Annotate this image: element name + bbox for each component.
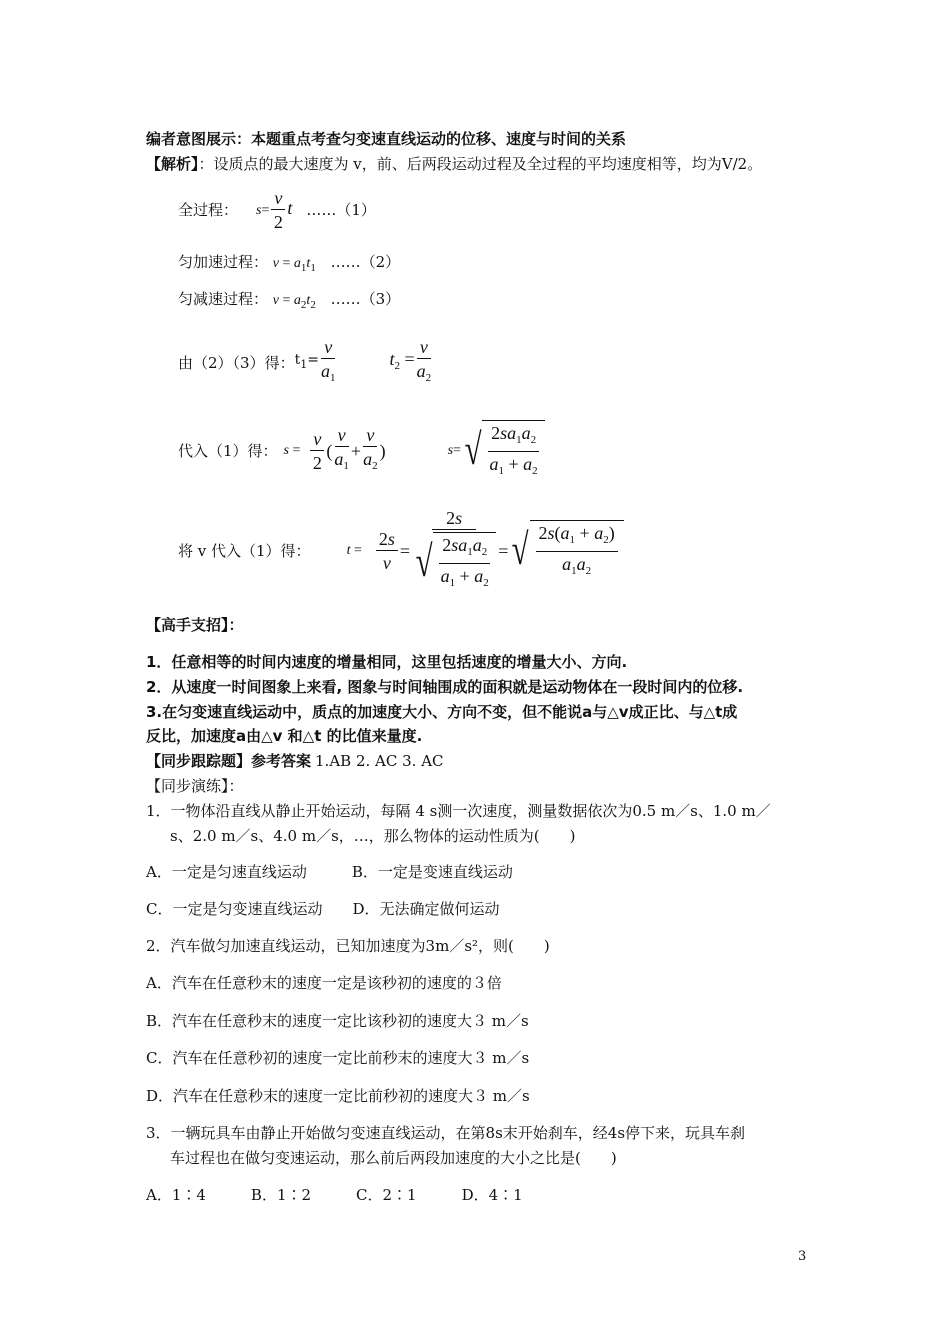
tip-item-3: 3.在匀变速直线运动中，质点的加速度大小、方向不变，但不能说a与△v成正比、与△t成 xyxy=(146,703,738,721)
equation-5: 代入（1）得： s = $\frac{v}{2}$ ( $\frac{v}{a_1}$ + $\frac{v}{a_2}$ ) s= √ $\frac{2sa_1a_2}{a_1 + a_2}$ xyxy=(178,420,545,481)
question-3-stem-cont: 车过程也在做匀变速运动，那么前后两段加速度的大小之比是( ) xyxy=(170,1149,617,1167)
eq2-label: 匀加速过程： xyxy=(178,253,269,271)
tip-item-2: 2．从速度一时间图象上来看, 图象与时间轴围成的面积就是运动物体在一段时间内的位移. xyxy=(146,678,744,696)
analysis-line xyxy=(146,154,762,174)
equation-4: 由（2）（3）得： $t_1=$ $\frac{v}{a_1}$ $t_2$ = $\frac{v}{a_2}$ xyxy=(178,337,433,388)
eq3-formula: $v = a_2t_2$ xyxy=(272,293,316,311)
practice-title: 【同步演练】： xyxy=(146,777,244,795)
equation-6: 将 v 代入（1）得： t = $\frac{2s}{v}$ = 2s √ $\frac{2sa_1a_2}{a_1 + a_2}$ = √ $\frac{2s(a_1 + a_2)}{a_1a_2}$ xyxy=(178,508,624,593)
question-1-stem-cont: s、2.0 m／s、4.0 m／s，…，那么物体的运动性质为( ) xyxy=(170,827,576,845)
equation-1 xyxy=(178,188,376,232)
eq4-t2: $t_2$ = xyxy=(389,349,415,372)
eq4-frac-t1: $\frac{v}{a_1}$ xyxy=(320,337,336,384)
page-number: 3 xyxy=(798,1249,807,1264)
sync-answers-values: 1.AB 2. AC 3. AC xyxy=(315,752,444,770)
equation-3 xyxy=(178,289,400,315)
tip-item-1: 1．任意相等的时间内速度的增量相同，这里包括速度的增量大小、方向. xyxy=(146,653,628,671)
eq1-tag: ……（1） xyxy=(306,201,376,219)
question-2-option-b: B．汽车在任意秒末的速度一定比该秒初的速度大３ m／s xyxy=(146,1012,529,1030)
question-3-stem: 3．一辆玩具车由静止开始做匀变速直线运动，在第8s末开始刹车，经4s停下来，玩具车刹 xyxy=(146,1124,746,1142)
question-1-stem: 1．一物体沿直线从静止开始运动，每隔 4 s测一次速度，测量数据依次为0.5 m／s、1.0 m／ xyxy=(146,802,771,820)
question-1-options-row2: C．一定是匀变速直线运动 D．无法确定做何运动 xyxy=(146,900,500,918)
eq4-label: 由（2）（3）得： xyxy=(178,353,295,372)
eq6-label: 将 v 代入（1）得： xyxy=(178,541,311,560)
equation-2 xyxy=(178,252,400,278)
question-2-option-c: C．汽车在任意秒初的速度一定比前秒末的速度大３ m／s xyxy=(146,1049,530,1067)
sync-answers-title: 【同步跟踪题】参考答案 xyxy=(146,752,312,770)
question-1-options-row1: A．一定是匀速直线运动 B．一定是变速直线运动 xyxy=(146,863,513,881)
eq1-formula: s= $\frac{v}{2}$ t xyxy=(256,188,293,232)
question-2-option-d: D．汽车在任意秒末的速度一定比前秒初的速度大３ m／s xyxy=(146,1087,530,1105)
eq2-tag: ……（2） xyxy=(330,253,401,271)
sync-answers xyxy=(146,751,444,771)
question-3-options: A．1∶4 B．1∶2 C．2∶1 D．4∶1 xyxy=(146,1186,523,1204)
eq1-label: 全过程： xyxy=(178,201,239,219)
eq2-formula: $v = a_1t_1$ xyxy=(272,256,316,274)
tips-title: 【高手支招】： xyxy=(146,616,244,634)
tip-item-4: 反比，加速度a由△v 和△t 的比值来量度. xyxy=(146,727,423,745)
eq4-frac-t2: $\frac{v}{a_2}$ xyxy=(416,337,432,384)
eq3-label: 匀减速过程： xyxy=(178,290,269,308)
analysis-text: ：设质点的最大速度为 v，前、后两段运动过程及全过程的平均速度相等，均为V/2。 xyxy=(198,155,763,173)
question-2-stem: 2．汽车做匀加速直线运动，已知加速度为3m／s²，则( ) xyxy=(146,937,550,955)
eq5-label: 代入（1）得： xyxy=(178,441,278,460)
intent-line: 编者意图展示：本题重点考查匀变速直线运动的位移、速度与时间的关系 xyxy=(146,130,627,148)
eq3-tag: ……（3） xyxy=(330,290,401,308)
question-2-option-a: A．汽车在任意秒末的速度一定是该秒初的速度的３倍 xyxy=(146,974,502,992)
analysis-bracket: 【解析】 xyxy=(146,155,199,173)
